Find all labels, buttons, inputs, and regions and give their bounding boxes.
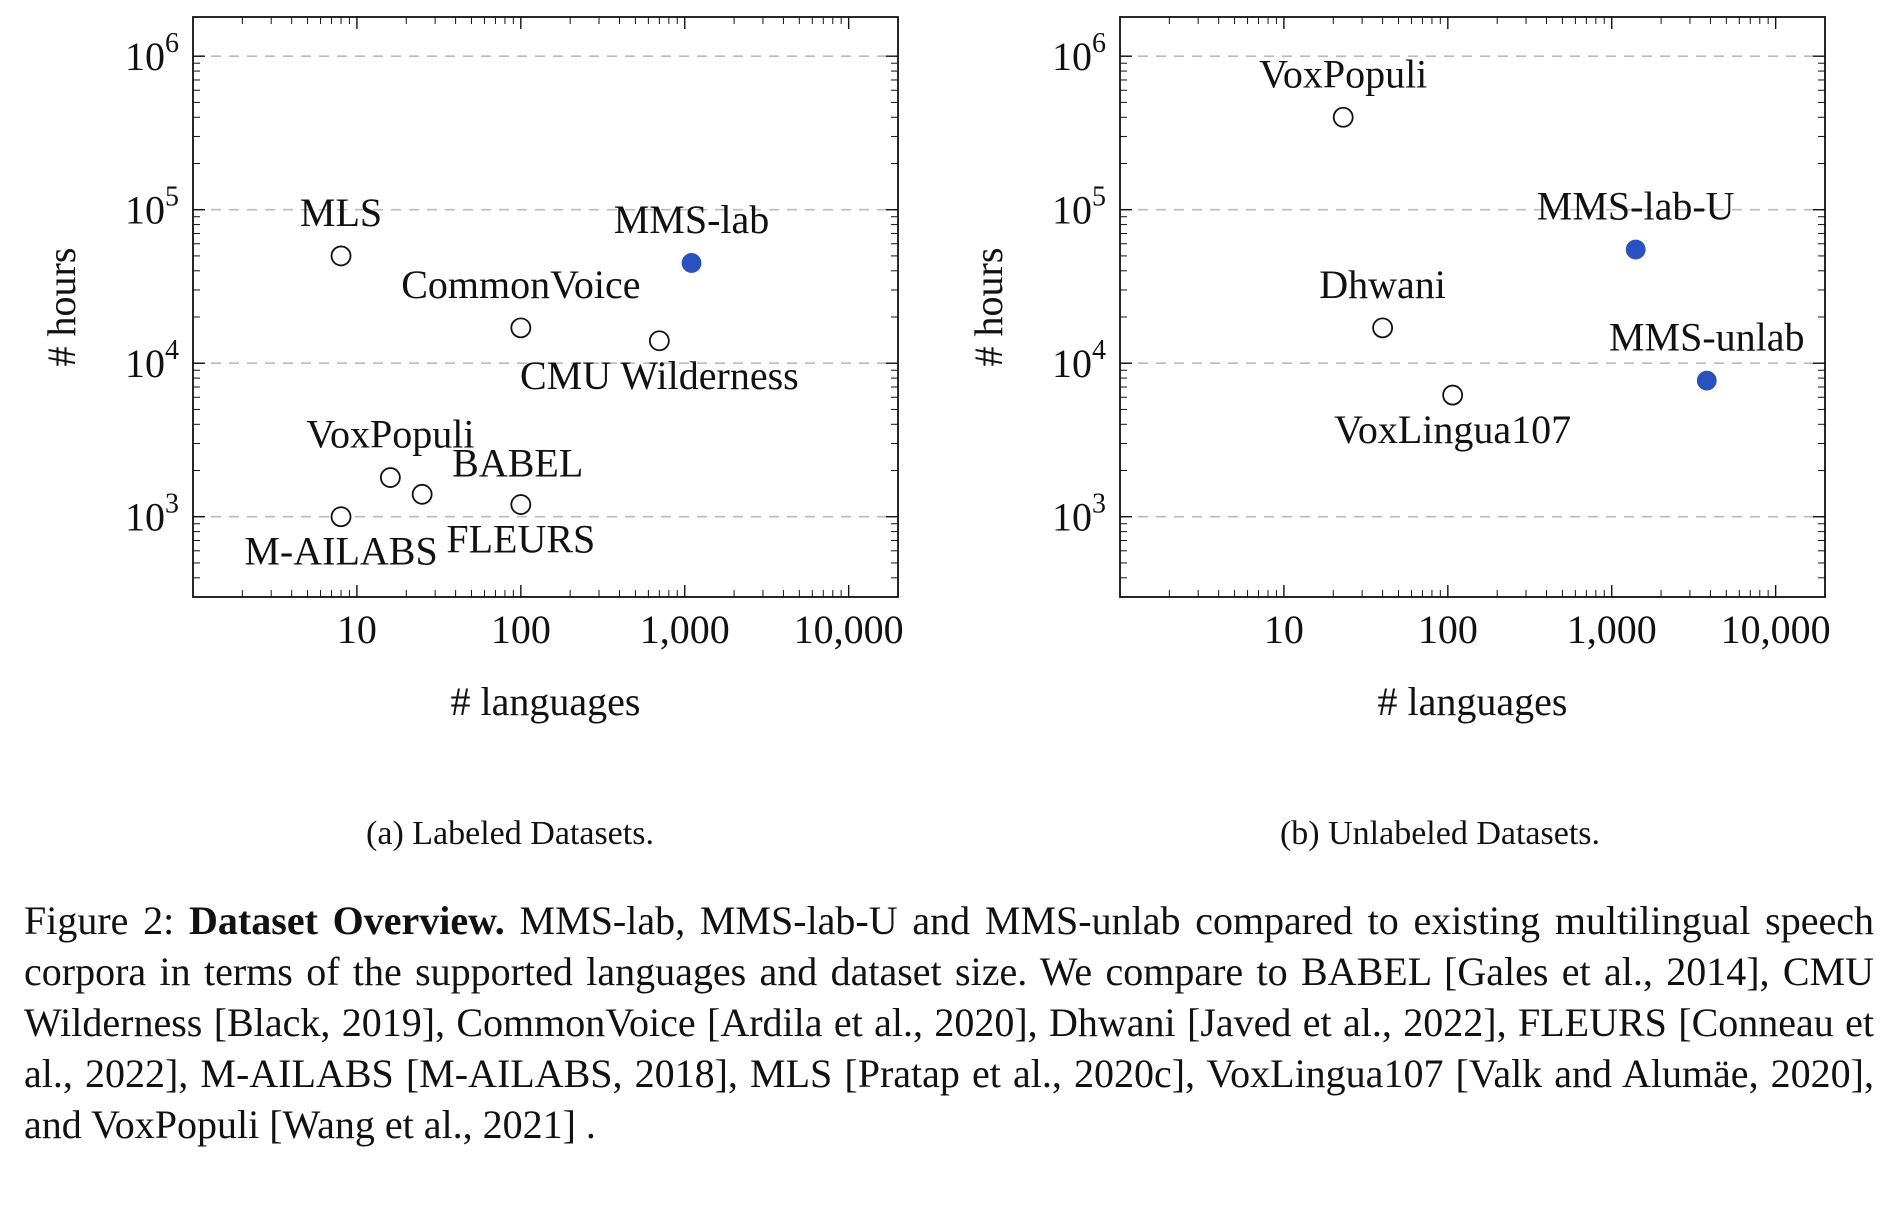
data-point: [683, 254, 701, 272]
point-label: MLS: [299, 189, 383, 235]
x-tick-label: 10,000: [793, 607, 904, 652]
x-tick-label: 10: [1263, 607, 1304, 652]
x-tick-label: 100: [490, 607, 551, 652]
x-tick-label: 1,000: [639, 607, 730, 652]
point-label: M-AILABS: [244, 528, 438, 574]
point-label: CMU Wilderness: [519, 352, 799, 398]
plot-frame: [193, 17, 898, 597]
y-axis-label: # hours: [966, 247, 1011, 367]
point-label: VoxPopuli: [1259, 51, 1428, 97]
figure-caption: [24, 895, 1874, 1150]
point-label: FLEURS: [446, 516, 596, 562]
data-point: [1698, 372, 1716, 390]
y-axis-label: # hours: [39, 247, 84, 367]
x-tick-label: 10: [336, 607, 377, 652]
data-point: [1627, 241, 1645, 259]
point-label: VoxLingua107: [1334, 407, 1572, 453]
data-point: [332, 507, 351, 526]
point-label: VoxPopuli: [306, 411, 475, 457]
caption-prefix: Figure 2:: [24, 898, 190, 943]
y-tick-label: $10^4$: [125, 335, 179, 387]
y-tick-label: $10^4$: [1052, 335, 1106, 387]
subcaption-labeled: (a) Labeled Datasets.: [366, 815, 654, 852]
y-tick-label: $10^6$: [1052, 28, 1106, 80]
point-label: CommonVoice: [401, 261, 641, 307]
y-tick-label: $10^3$: [125, 488, 179, 540]
data-point: [1443, 386, 1462, 405]
x-tick-label: 1,000: [1566, 607, 1657, 652]
x-axis-label: # languages: [450, 679, 641, 724]
data-point: [381, 468, 400, 487]
point-label: MMS-lab-U: [1536, 183, 1735, 229]
y-tick-label: $10^3$: [1052, 488, 1106, 540]
y-tick-label: $10^5$: [125, 181, 179, 233]
data-point: [511, 318, 530, 337]
data-point: [1373, 318, 1392, 337]
data-point: [1334, 108, 1353, 127]
x-tick-label: 100: [1417, 607, 1478, 652]
point-label: MMS-unlab: [1608, 314, 1805, 360]
data-point: [413, 485, 432, 504]
subcaption-unlabeled: (b) Unlabeled Datasets.: [1279, 815, 1601, 852]
caption-body: MMS-lab, MMS-lab-U and MMS-unlab compared to existing multilingual speech corpora in terms of the supported languages and dataset size. We compare to BABEL [Gales et al., 2014], CMU Wilderness [Black, 2019], CommonVoice [Ardila et al., 2020], Dhwani [Javed et al., 2022], FLEURS [Conneau et al., 2022], M-AILABS [M-AILABS, 2018], MLS [Pratap et al., 2020c], VoxLingua107 [Valk and Alumäe, 2020], and VoxPopuli [Wang et al., 2021] .: [24, 898, 1875, 1147]
x-tick-label: 10,000: [1720, 607, 1831, 652]
chart-unlabeled: [966, 17, 1831, 724]
point-label: MMS-lab: [613, 196, 770, 242]
point-label: BABEL: [452, 440, 584, 486]
chart-labeled: [39, 17, 904, 724]
data-point: [650, 331, 669, 350]
point-label: Dhwani: [1319, 261, 1446, 307]
y-tick-label: $10^5$: [1052, 181, 1106, 233]
plot-frame: [1120, 17, 1825, 597]
caption-bold-title: Dataset Overview.: [189, 898, 505, 943]
data-point: [511, 495, 530, 514]
x-axis-label: # languages: [1377, 679, 1568, 724]
data-point: [332, 246, 351, 265]
y-tick-label: $10^6$: [125, 28, 179, 80]
